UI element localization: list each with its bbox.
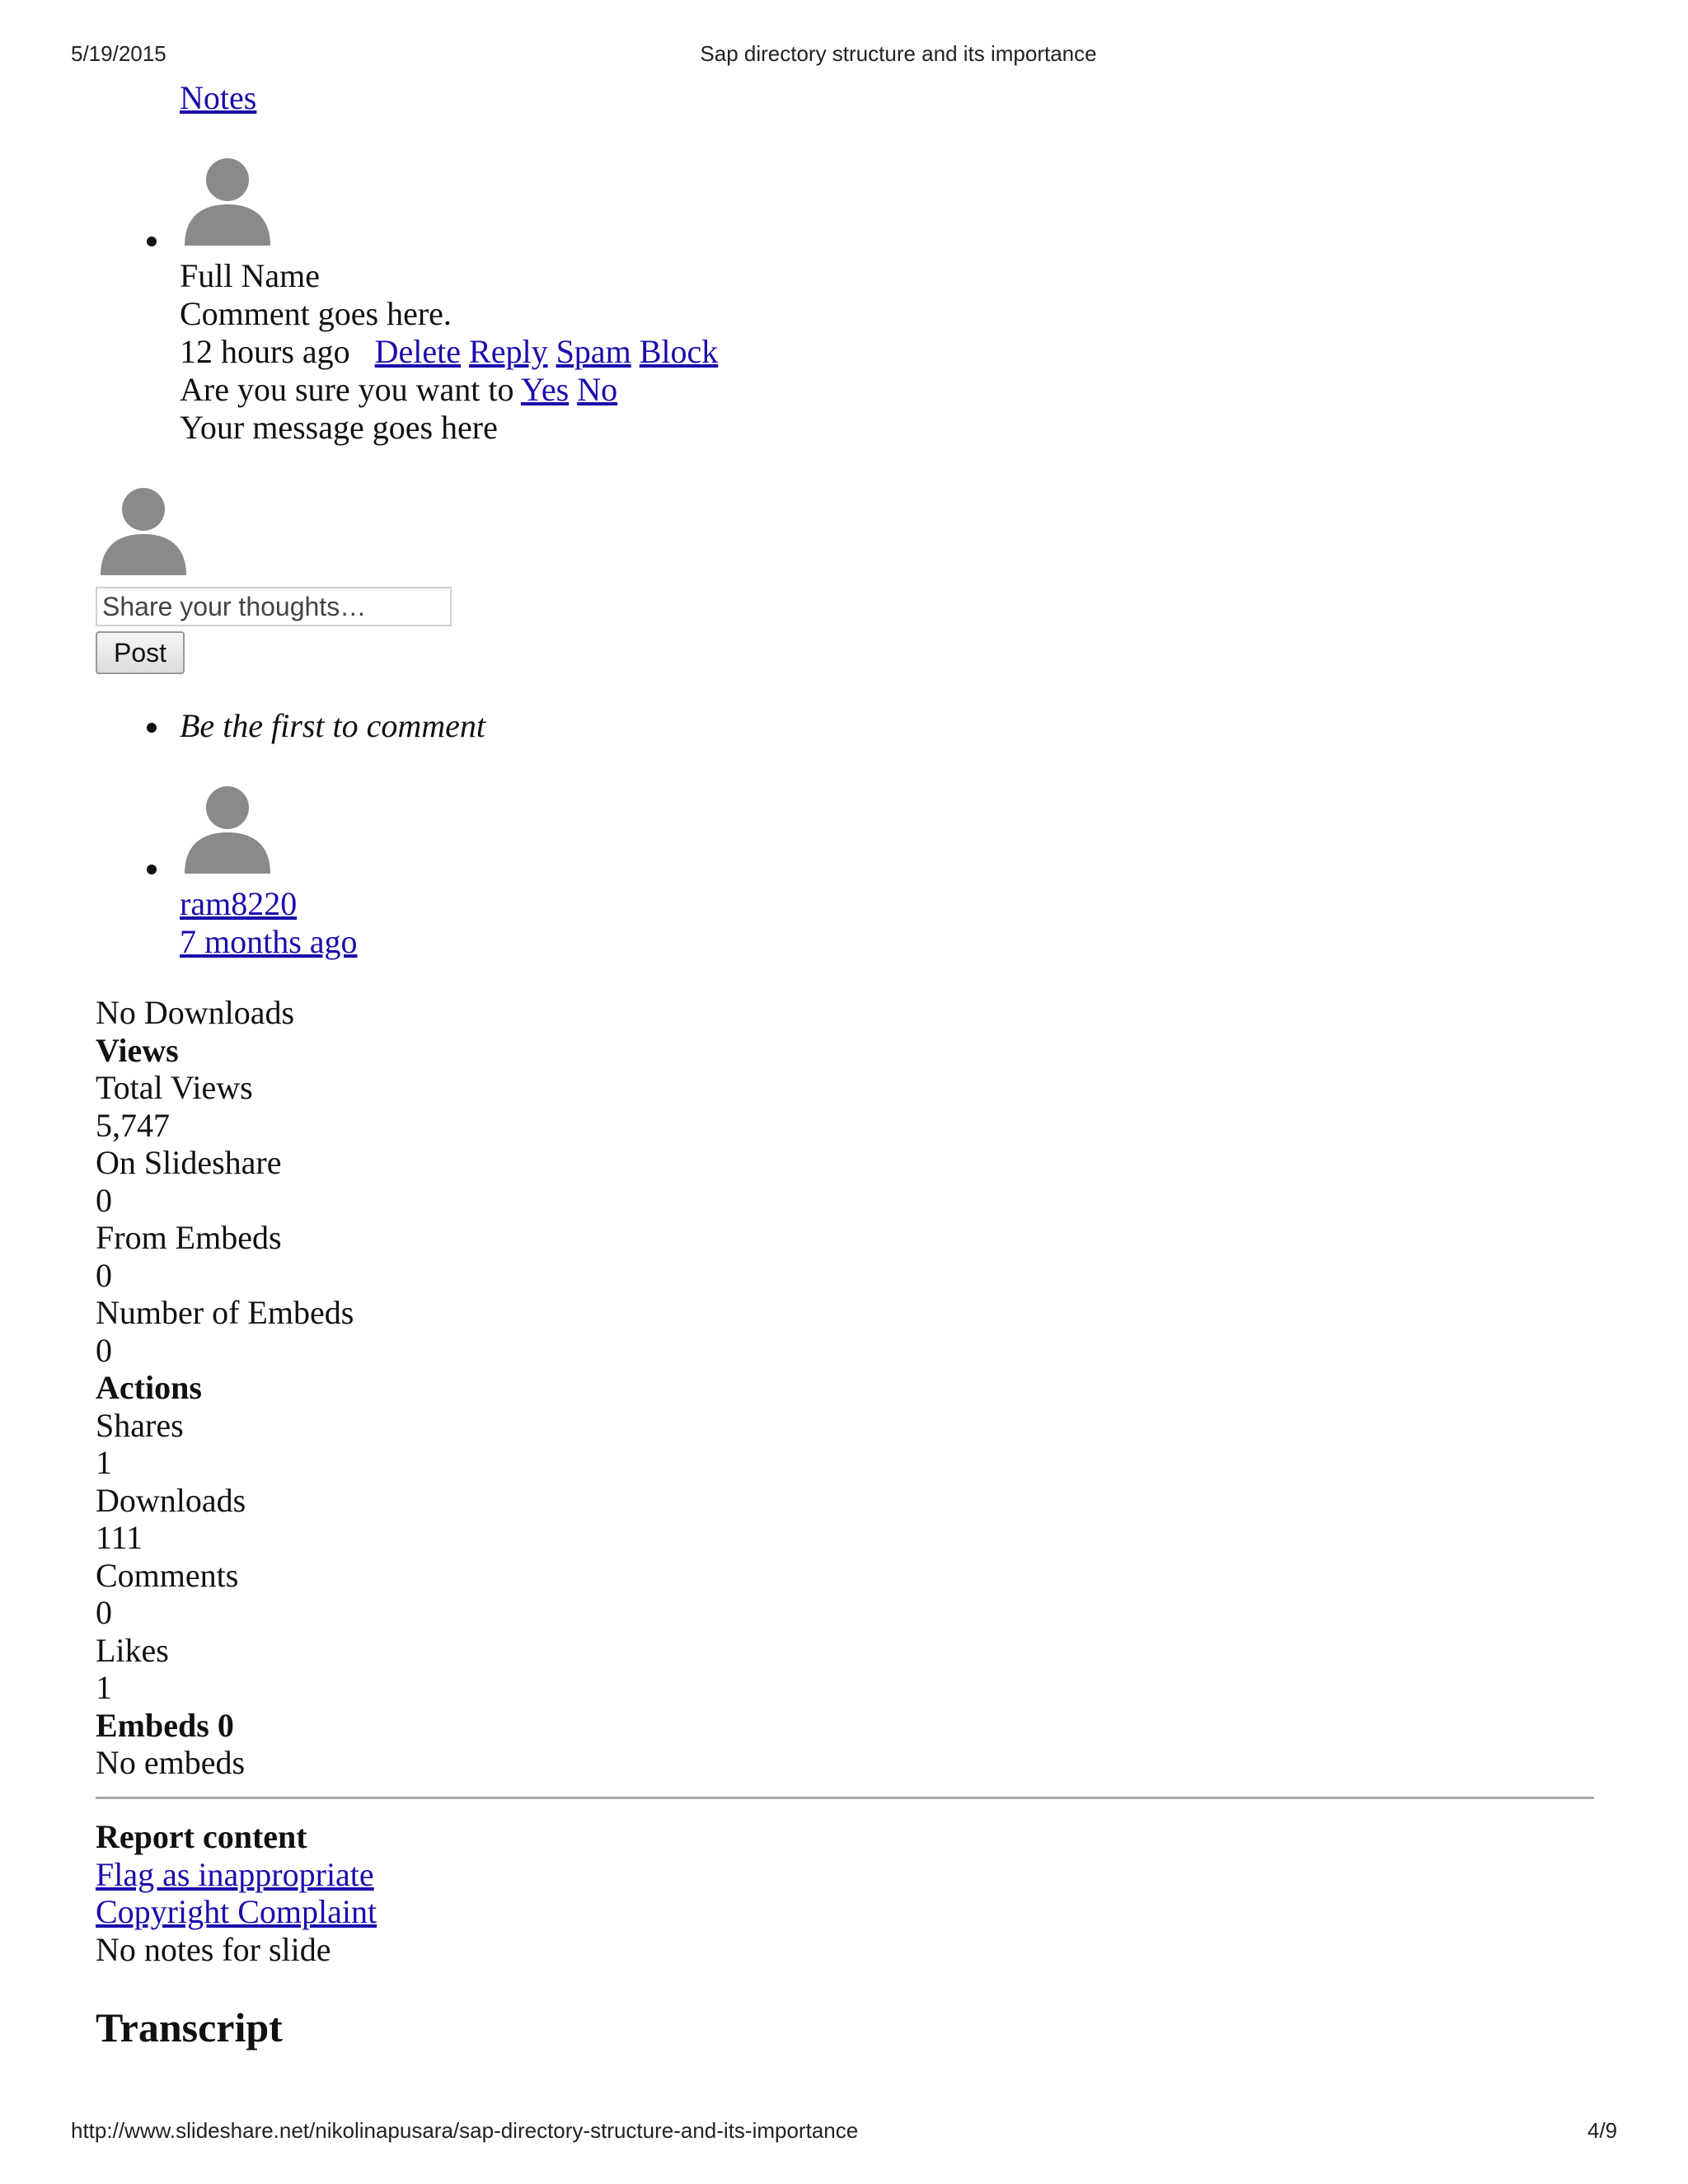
shares-label: Shares — [96, 1406, 184, 1444]
current-user-avatar-icon — [97, 483, 190, 575]
report-content-heading: Report content — [96, 1818, 307, 1855]
views-heading: Views — [96, 1031, 179, 1069]
confirm-row — [180, 371, 617, 409]
comments-value: 0 — [96, 1594, 112, 1631]
post-button[interactable]: Post — [96, 631, 185, 674]
first-comment-prompt: Be the first to comment — [180, 707, 486, 744]
delete-link[interactable]: Delete — [374, 333, 462, 370]
actions-heading: Actions — [96, 1369, 202, 1406]
total-views-value: 5,747 — [96, 1106, 170, 1144]
flag-inappropriate-link[interactable]: Flag as inappropriate — [96, 1855, 374, 1893]
comment-meta-row — [180, 333, 718, 371]
reply-link[interactable]: Reply — [469, 333, 548, 370]
block-link[interactable]: Block — [639, 333, 719, 370]
no-embeds-text: No embeds — [96, 1744, 246, 1781]
shares-value: 1 — [96, 1444, 112, 1481]
confirm-yes-link[interactable]: Yes — [520, 371, 570, 408]
notes-link[interactable]: Notes — [180, 79, 257, 116]
downloads-label: Downloads — [96, 1481, 246, 1519]
list-bullet — [147, 723, 157, 733]
report-content-section — [96, 1818, 377, 1968]
comment-message: Your message goes here — [180, 409, 498, 446]
list-bullet — [147, 865, 157, 874]
comment-text: Comment goes here. — [180, 295, 452, 332]
transcript-heading: Transcript — [96, 2004, 283, 2050]
on-slideshare-value: 0 — [96, 1181, 112, 1219]
no-notes-text: No notes for slide — [96, 1930, 331, 1968]
downloads-value: 111 — [96, 1519, 143, 1556]
comment-full-name: Full Name — [180, 257, 320, 294]
print-page-number: 4/9 — [1587, 2118, 1618, 2143]
share-thoughts-input[interactable] — [96, 587, 452, 626]
print-url: http://www.slideshare.net/nikolinapusara/sap-directory-structure-and-its-importance — [71, 2118, 859, 2143]
statistics-panel — [96, 994, 354, 1782]
number-of-embeds-value: 0 — [96, 1331, 112, 1369]
from-embeds-label: From Embeds — [96, 1219, 282, 1256]
number-of-embeds-label: Number of Embeds — [96, 1294, 354, 1331]
on-slideshare-label: On Slideshare — [96, 1144, 282, 1181]
confirm-prompt: Are you sure you want to — [180, 371, 514, 408]
comment-time: 12 hours ago — [180, 333, 350, 370]
confirm-no-link[interactable]: No — [577, 371, 618, 408]
print-title: Sap directory structure and its importance — [700, 41, 1097, 66]
from-embeds-value: 0 — [96, 1256, 112, 1294]
likes-label: Likes — [96, 1631, 169, 1669]
no-downloads-text: No Downloads — [96, 994, 295, 1031]
embeds-heading: Embeds 0 — [96, 1706, 234, 1744]
copyright-complaint-link[interactable]: Copyright Complaint — [96, 1893, 377, 1930]
liker-name-link[interactable]: ram8220 — [180, 885, 298, 922]
comments-label: Comments — [96, 1556, 239, 1594]
print-date: 5/19/2015 — [71, 41, 166, 66]
list-bullet — [147, 237, 157, 246]
section-divider — [96, 1797, 1594, 1799]
avatar-icon — [181, 153, 274, 246]
spam-link[interactable]: Spam — [556, 333, 631, 370]
likes-value: 1 — [96, 1669, 112, 1706]
total-views-label: Total Views — [96, 1069, 253, 1106]
liker-time-link[interactable]: 7 months ago — [180, 923, 358, 960]
liker-avatar-icon — [181, 781, 274, 874]
